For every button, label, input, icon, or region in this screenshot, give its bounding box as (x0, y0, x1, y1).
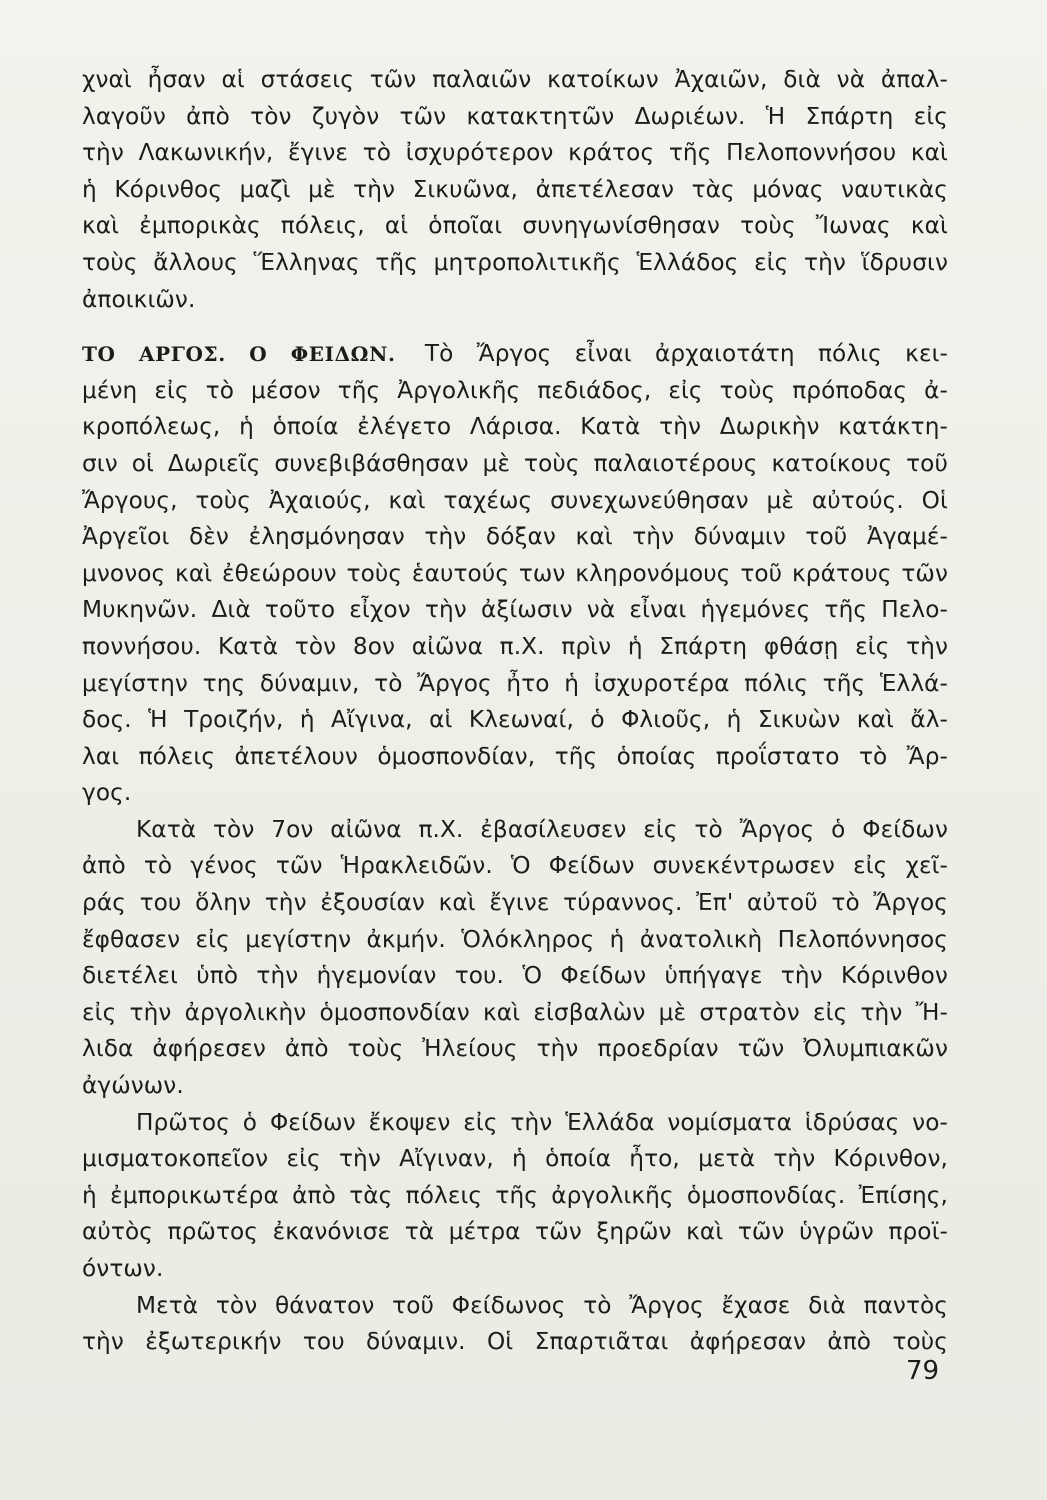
text-line: ράς του ὅλην τὴν ἐξουσίαν καὶ ἔγινε τύραννος. Ἐπ' αὐτοῦ τὸ Ἄργος (82, 889, 948, 917)
text-line: μένη εἰς τὸ μέσον τῆς Ἀργολικῆς πεδιάδος, εἰς τοὺς πρόποδας ἀ- (82, 376, 948, 404)
text-line: Μυκηνῶν. Διὰ τοῦτο εἶχον τὴν ἀξίωσιν νὰ εἶναι ἡγεμόνες τῆς Πελο- (82, 596, 948, 624)
text-line: Ἀργεῖοι δὲν ἐλησμόνησαν τὴν δόξαν καὶ τὴν δύναμιν τοῦ Ἀγαμέ- (82, 523, 948, 551)
text-line: ἀγώνων. (82, 1072, 184, 1100)
text-line: Μετὰ τὸν θάνατον τοῦ Φείδωνος τὸ Ἄργος ἔχασε διὰ παντὸς (136, 1291, 948, 1319)
decline-paragraph (82, 1288, 948, 1361)
text-line: λιδα ἀφήρεσεν ἀπὸ τοὺς Ἠλείους τὴν προεδρίαν τῶν Ὀλυμπιακῶν (82, 1035, 948, 1063)
text-line: χναὶ ἦσαν αἱ στάσεις τῶν παλαιῶν κατοίκων Ἀχαιῶν, διὰ νὰ ἀπαλ- (82, 66, 948, 93)
text-line: σιν οἱ Δωριεῖς συνεβιβάσθησαν μὲ τοὺς παλαιοτέρους κατοίκους τοῦ (82, 449, 948, 477)
page-number: 79 (906, 1356, 940, 1386)
text-line: κροπόλεως, ἡ ὁποία ἐλέγετο Λάρισα. Κατὰ τὴν Δωρικὴν κατάκτη- (82, 413, 948, 441)
text-line: ἡ Κόρινθος μαζὶ μὲ τὴν Σικυῶνα, ἀπετέλεσαν τὰς μόνας ναυτικὰς (82, 175, 948, 203)
section-first-line (82, 336, 948, 373)
text-run: Τὸ Ἄργος εἶναι ἀρχαιοτάτη πόλις κει- (424, 340, 948, 368)
text-line: ποννήσου. Κατὰ τὸν 8ον αἰῶνα π.Χ. πρὶν ἡ Σπάρτη φθάσῃ εἰς τὴν (82, 632, 948, 660)
text-line: μεγίστην της δύναμιν, τὸ Ἄργος ἦτο ἡ ἰσχυροτέρα πόλις τῆς Ἑλλά- (82, 669, 948, 697)
text-line: Κατὰ τὸν 7ον αἰῶνα π.Χ. ἐβασίλευσεν εἰς τὸ Ἄργος ὁ Φείδων (136, 815, 948, 843)
text-line: μνονος καὶ ἐθεώρουν τοὺς ἑαυτούς των κληρονόμους τοῦ κράτους τῶν (82, 559, 948, 587)
text-line: γος. (82, 779, 132, 807)
text-line: τὴν Λακωνικήν, ἔγινε τὸ ἰσχυρότερον κράτος τῆς Πελοποννήσου καὶ (82, 139, 948, 167)
section-gap (82, 318, 948, 336)
text-line: ἔφθασεν εἰς μεγίστην ἀκμήν. Ὁλόκληρος ἡ ἀνατολικὴ Πελοπόννησος (82, 925, 948, 953)
text-line: διετέλει ὑπὸ τὴν ἡγεμονίαν του. Ὁ Φείδων ὑπήγαγε τὴν Κόρινθον (82, 962, 948, 990)
text-line: αὐτὸς πρῶτος ἐκανόνισε τὰ μέτρα τῶν ξηρῶν καὶ τῶν ὑγρῶν προϊ- (82, 1218, 948, 1246)
text-line: τὴν ἐξωτερικήν του δύναμιν. Οἱ Σπαρτιᾶται ἀφήρεσαν ἀπὸ τοὺς (82, 1328, 948, 1356)
pheidon-paragraph (82, 812, 948, 1105)
text-line: δος. Ἡ Τροιζήν, ἡ Αἴγινα, αἱ Κλεωναί, ὁ Φλιοῦς, ἡ Σικυὼν καὶ ἄλ- (82, 706, 948, 734)
text-line: ἡ ἐμπορικωτέρα ἀπὸ τὰς πόλεις τῆς ἀργολικῆς ὁμοσπονδίας. Ἐπίσης, (82, 1181, 948, 1209)
text-line: λαι πόλεις ἀπετέλουν ὁμοσπονδίαν, τῆς ὁποίας προΐστατο τὸ Ἄρ- (82, 742, 948, 770)
text-line: όντων. (82, 1255, 164, 1282)
intro-paragraph (82, 62, 948, 318)
text-line: καὶ ἐμπορικὰς πόλεις, αἱ ὁποῖαι συνηγωνίσθησαν τοὺς Ἴωνας καὶ (82, 212, 948, 240)
text-line: μισματοκοπεῖον εἰς τὴν Αἴγιναν, ἡ ὁποία ἦτο, μετὰ τὴν Κόρινθον, (82, 1145, 948, 1173)
text-line: ἀποικιῶν. (82, 285, 196, 313)
text-line: Ἄργους, τοὺς Ἀχαιούς, καὶ ταχέως συνεχωνεύθησαν μὲ αὐτούς. Οἱ (82, 486, 948, 514)
text-line: Πρῶτος ὁ Φείδων ἔκοψεν εἰς τὴν Ἑλλάδα νομίσματα ἱδρύσας νο- (136, 1108, 948, 1136)
text-line: λαγοῦν ἀπὸ τὸν ζυγὸν τῶν κατακτητῶν Δωριέων. Ἡ Σπάρτη εἰς (82, 102, 948, 130)
coinage-paragraph (82, 1105, 948, 1288)
text-line: τοὺς ἄλλους Ἕλληνας τῆς μητροπολιτικῆς Ἑλλάδος εἰς τὴν ἵδρυσιν (82, 248, 948, 276)
text-line: ἀπὸ τὸ γένος τῶν Ἡρακλειδῶν. Ὁ Φείδων συνεκέντρωσεν εἰς χεῖ- (82, 852, 948, 880)
section-heading: ΤΟ ΑΡΓΟΣ. Ο ΦΕΙΔΩΝ. (82, 342, 396, 367)
argos-section (82, 336, 948, 812)
text-line: εἰς τὴν ἀργολικὴν ὁμοσπονδίαν καὶ εἰσβαλὼν μὲ στρατὸν εἰς τὴν Ἤ- (82, 998, 948, 1026)
body-text (82, 62, 948, 1361)
